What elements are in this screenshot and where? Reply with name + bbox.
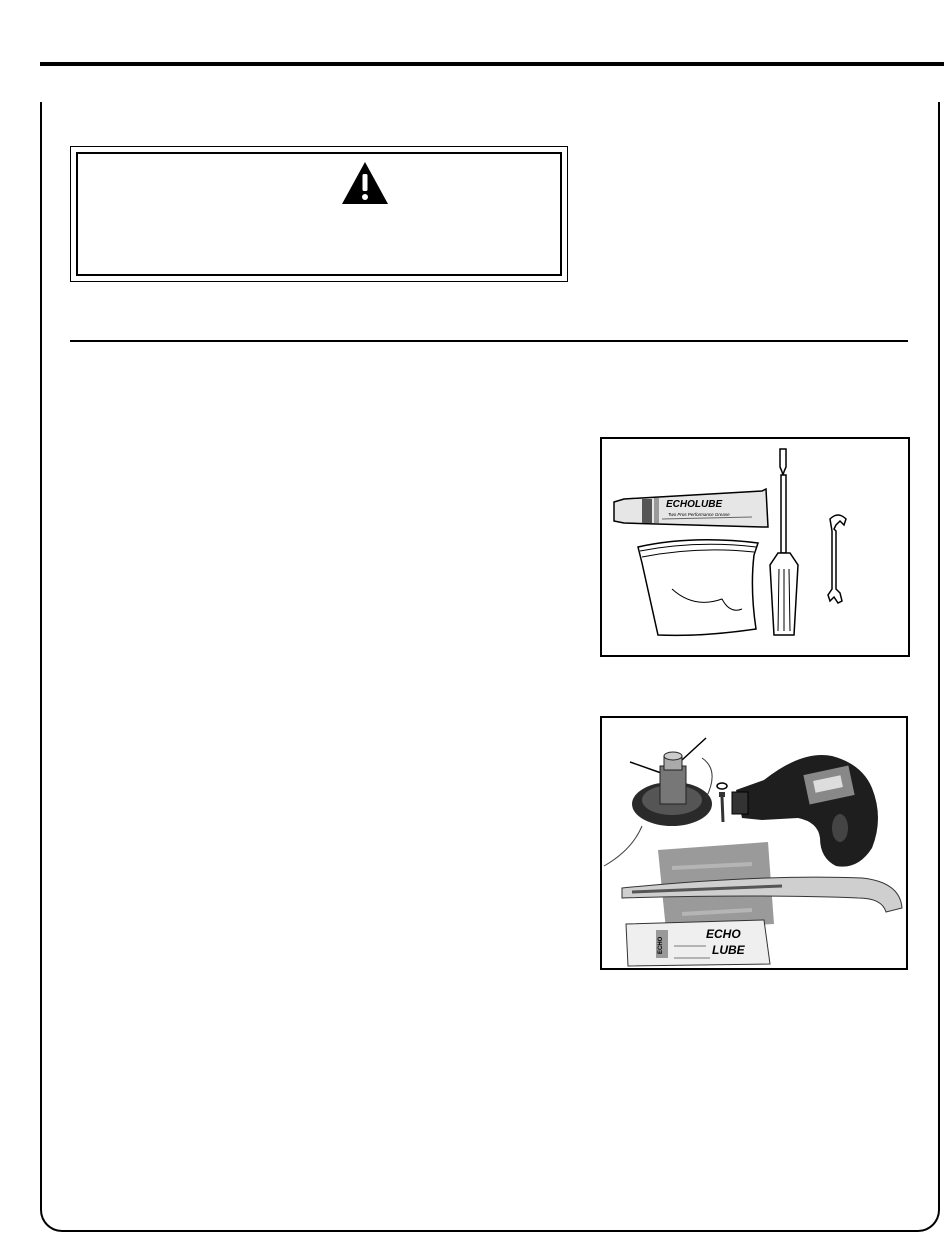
warning-triangle-icon: [340, 160, 390, 206]
tools-figure: [600, 437, 910, 657]
warning-box: [70, 146, 568, 282]
parts-figure: [600, 716, 908, 970]
section-rule: [70, 340, 908, 342]
tube-brand: ECHOLUBE: [666, 499, 723, 510]
top-rule: [40, 62, 944, 66]
grease-tube: [614, 489, 768, 527]
tools-illustration: [602, 439, 908, 655]
tube-product: LUBE: [712, 943, 745, 957]
grease-tube: [626, 920, 770, 966]
parts-photo-illustration: [602, 718, 906, 968]
tube-tagline: Two Pros Performance Grease: [668, 512, 730, 517]
screwdriver: [770, 449, 798, 635]
shop-rag: [638, 540, 758, 636]
warning-inner-border: [76, 152, 562, 276]
wrench: [828, 515, 846, 603]
tube-side-label: ECHO: [658, 936, 664, 954]
tube-brand: ECHO: [706, 927, 741, 941]
